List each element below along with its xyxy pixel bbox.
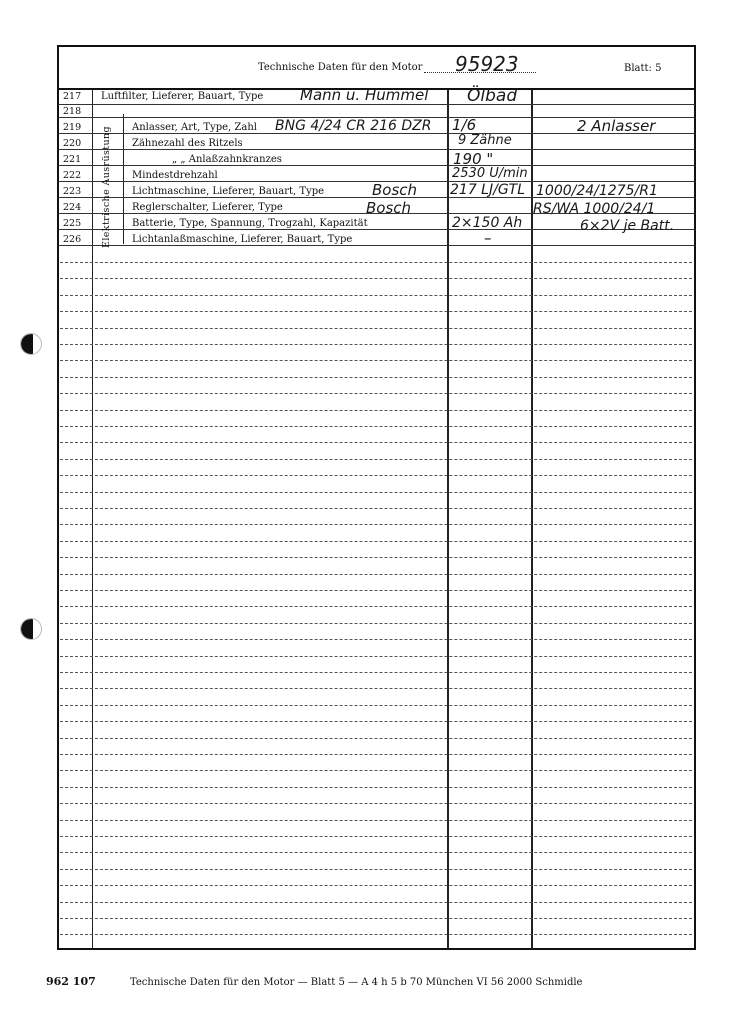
row-line <box>58 245 695 246</box>
row-label: Lichtanlaßmaschine, Lieferer, Bauart, Type <box>132 234 353 245</box>
ruled-line <box>60 278 692 279</box>
ruled-line <box>60 639 692 640</box>
motor-number: 95923 <box>455 52 519 76</box>
value1-entry: 2×150 Ah <box>452 215 523 231</box>
row-line <box>58 149 695 150</box>
row-number: 223 <box>63 186 82 197</box>
value1-entry: 2530 U/min <box>452 166 528 181</box>
row-number: 217 <box>63 91 82 102</box>
ruled-line <box>60 574 692 575</box>
ruled-line <box>60 344 692 345</box>
ruled-line <box>60 721 692 722</box>
row-number: 220 <box>63 138 82 149</box>
sheet-label: Blatt: 5 <box>624 63 662 74</box>
row-number: 225 <box>63 218 82 229</box>
ruled-line <box>60 295 692 296</box>
hand-entry: Bosch <box>366 199 412 217</box>
hand-entry: BNG 4/24 CR 216 DZR <box>275 118 432 134</box>
ruled-line <box>60 869 692 870</box>
value1-entry: 9 Zähne <box>458 133 512 148</box>
row-label: Reglerschalter, Lieferer, Type <box>132 202 283 213</box>
ruled-line <box>60 426 692 427</box>
ruled-line <box>60 606 692 607</box>
ruled-line <box>60 672 692 673</box>
ruled-line <box>60 738 692 739</box>
ruled-line <box>60 410 692 411</box>
footer-text: Technische Daten für den Motor — Blatt 5 — A 4 h 5 b 70 München VI 56 2000 Schmidle <box>130 977 583 988</box>
ruled-line <box>60 459 692 460</box>
row-line <box>58 165 695 166</box>
row-label: Luftfilter, Lieferer, Bauart, Type <box>101 91 264 102</box>
row-number: 226 <box>63 234 82 245</box>
punch-hole-bottom <box>20 618 42 640</box>
row-number: 221 <box>63 154 82 165</box>
ruled-line <box>60 918 692 919</box>
ruled-line <box>60 262 692 263</box>
ruled-line <box>60 492 692 493</box>
ruled-line <box>60 820 692 821</box>
ruled-line <box>60 852 692 853</box>
ruled-line <box>60 541 692 542</box>
value1-entry: 190 " <box>453 150 494 168</box>
form-number: 962 107 <box>46 975 96 988</box>
value1-entry: – <box>484 229 492 247</box>
ruled-line <box>60 557 692 558</box>
row-number: 219 <box>63 122 82 133</box>
value1-entry: 217 LJ/GTL <box>450 182 526 198</box>
section-label: Elektrische Ausrüstung <box>101 125 112 248</box>
ruled-line <box>60 688 692 689</box>
ruled-line <box>60 360 692 361</box>
row-line <box>58 104 695 105</box>
row-label: Anlasser, Art, Type, Zahl <box>132 122 257 133</box>
row-number: 222 <box>63 170 82 181</box>
value2-entry: 6×2V je Batt. <box>580 218 675 234</box>
hand-entry: Bosch <box>372 181 418 199</box>
row-number: 224 <box>63 202 82 213</box>
ruled-line <box>60 902 692 903</box>
row-number: 218 <box>63 106 82 117</box>
ruled-line <box>60 590 692 591</box>
ruled-line <box>60 524 692 525</box>
header-title: Technische Daten für den Motor <box>258 62 423 73</box>
value1-entry: 1/6 <box>452 116 477 134</box>
value1-entry: Ölbad <box>467 86 518 106</box>
ruled-line <box>60 885 692 886</box>
row-label: Lichtmaschine, Lieferer, Bauart, Type <box>132 186 325 197</box>
row-label: Batterie, Type, Spannung, Trogzahl, Kapazität <box>132 218 368 229</box>
ruled-line <box>60 442 692 443</box>
row-label: „ „ Anlaßzahnkranzes <box>172 154 282 165</box>
ruled-line <box>60 328 692 329</box>
hand-entry: Mann u. Hummel <box>300 86 429 104</box>
ruled-line <box>60 934 692 935</box>
ruled-line <box>60 787 692 788</box>
ruled-line <box>60 475 692 476</box>
value2-entry: 1000/24/1275/R1 <box>536 183 658 199</box>
ruled-line <box>60 770 692 771</box>
ruled-line <box>60 803 692 804</box>
ruled-line <box>60 656 692 657</box>
ruled-line <box>60 705 692 706</box>
ruled-line <box>60 754 692 755</box>
value1-entry: RS/WA 1000/24/1 <box>533 201 656 217</box>
ruled-line <box>60 311 692 312</box>
row-label: Zähnezahl des Ritzels <box>132 138 243 149</box>
ruled-line <box>60 393 692 394</box>
ruled-line <box>60 377 692 378</box>
value2-entry: 2 Anlasser <box>577 117 656 135</box>
ruled-line <box>60 508 692 509</box>
punch-hole-top <box>20 333 42 355</box>
ruled-line <box>60 623 692 624</box>
row-label: Mindestdrehzahl <box>132 170 218 181</box>
ruled-line <box>60 836 692 837</box>
